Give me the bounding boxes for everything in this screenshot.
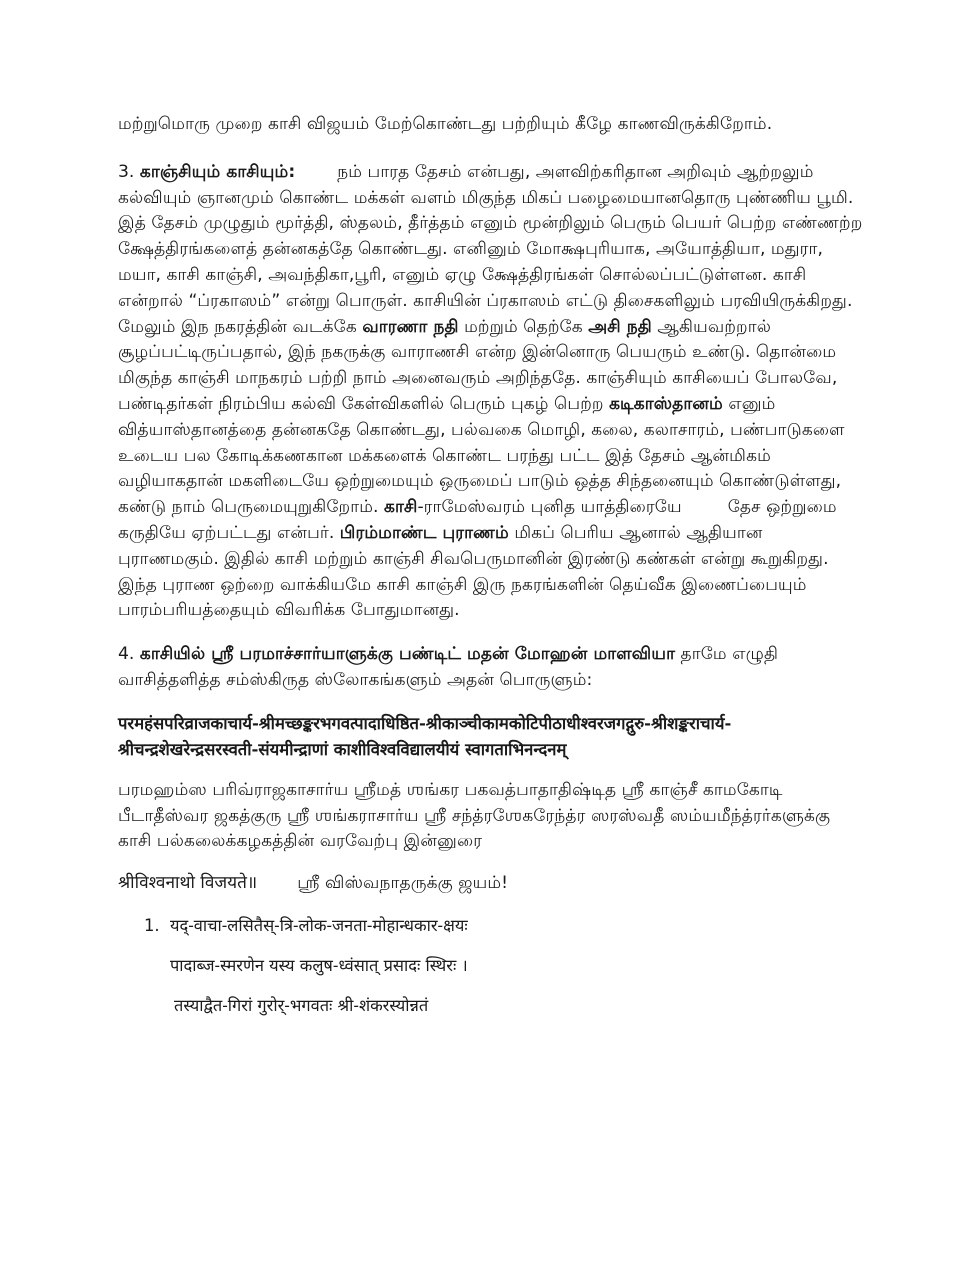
section-3-text: நம் பாரத தேசம் என்பது, அளவிற்கரிதான அறிவும் ஆற்றலும் கல்வியும் ஞானமும் கொண்ட மக்கள் வளம் மிகுந்த மிகப் பழைமையானதொரு புண்ணிய பூமி. இத் தேசம் முழுதும் மூர்த்தி, ஸ்தலம், தீர்த்தம் எனும் மூன்றிலும் பெரும் பெயர் பெற்ற எண்ணற்ற க்ஷேத்திரங்களைத் தன்னகத்தே கொண்டது. எனினும் மோக்ஷபுரியாக, அயோத்தியா, மதுரா, மயா, காசி காஞ்சி, அவந்திகா,பூரி, எனும் ஏழு க்ஷேத்திரங்கள் சொல்லப்பட்டுள்ளன. காசி என்றால் “ப்ரகாஸம்” என்று பொருள். காசியின் ப்ரகாஸம் எட்டு திசைகளிலும் பரவியிருக்கிறது. மேலும் இந நகரத்தின் வடக்கே: [118, 161, 863, 337]
sanskrit-title: परमहंसपरिव्राजकाचार्य-श्रीमच्छङ्करभगवत्पादाधिष्ठित-श्रीकाञ्चीकामकोटिपीठाधीश्वरजगद्गुरु-श्रीशङ्कराचार्य-श्रीचन्द्रशेखरेन्द्रसरस्वती-संयमीन्द्राणां काशीविश्वविद्यालयीयं स्वागताभिनन्दनम्: [118, 712, 732, 759]
kadikasthanam: கடிகாஸ்தானம்: [609, 393, 723, 414]
section-3-text: ஆகியவற்றால் சூழப்பட்டிருப்பதால், இந் நகருக்கு வாராணசி என்ற இன்னொரு பெயரும் உண்டு. தொன்மை மிகுந்த காஞ்சி மாநகரம் பற்றி நாம் அனைவரும் அறிந்ததே. காஞ்சியும் காசியைப் போலவே, பண்டிதர்கள் நிரம்பிய கல்வி கேள்விகளில் பெரும் புகழ் பெற்ற: [118, 316, 838, 414]
verse-line-3: तस्याद्वैत-गिरां गुरोर्-भगवतः श्री-शंकरस्योन्नतं: [174, 995, 429, 1015]
section-3-paragraph: [118, 160, 864, 624]
section-3-text: தேச ஒற்றுமை கருதியே ஏற்பட்டது என்பர்.: [118, 497, 837, 543]
intro-paragraph: மற்றுமொரு முறை காசி விஜயம் மேற்கொண்டது பற்றியும் கீழே காணவிருக்கிறோம்.: [118, 114, 773, 134]
section-4-paragraph: [118, 642, 864, 694]
verse-number: 1.: [144, 915, 160, 935]
section-3-number: 3.: [118, 161, 140, 182]
verse-1: [118, 915, 864, 1017]
verse-line-2: पादाब्ज-स्मरणेन यस्य कलुष-ध्वंसात् प्रसादः स्थिरः ।: [170, 955, 468, 975]
greeting-sanskrit: श्रीविश्वनाथो विजयते॥: [118, 873, 258, 894]
varana-river: வாரணா நதி: [362, 316, 459, 337]
kasi-bold: காசி: [384, 497, 418, 518]
section-3-text: மிகப் பெரிய ஆனால் ஆதியான புராணமகும். இதில் காசி மற்றும் காஞ்சி சிவபெருமானின் இரண்டு கண்கள் என்று கூறுகிறது. இந்த புராண ஒற்றை வாக்கியமே காசி காஞ்சி இரு நகரங்களின் தெய்வீக இணைப்பையும் பாரம்பரியத்தையும் விவரிக்க போதுமானது.: [118, 522, 829, 621]
brahmanda-purana: பிரம்மாண்ட புராணம்: [339, 522, 509, 543]
tamil-translation: பரமஹம்ஸ பரிவ்ராஜகாசார்ய ஸ்ரீமத் ஶங்கர பகவத்பாதாதிஷ்டித ஸ்ரீ காஞ்சீ காமகோடி பீடாதீஸ்வர ஜகத்குரு ஸ்ரீ ஶங்கராசார்ய ஸ்ரீ சந்த்ரஶேகரேந்த்ர ஸரஸ்வதீ ஸம்யமீந்த்ரர்களுக்கு காசி பல்கலைக்கழகத்தின் வரவேற்பு இன்னுரை: [118, 779, 831, 852]
section-3-text: எனும் வித்யாஸ்தானத்தை தன்னகதே கொண்டது, பல்வகை மொழி, கலை, கலாசாரம், பண்பாடுகளை உடைய பல கோடிக்கணகான மக்களைக் கொண்ட பரந்து பட்ட இத் தேசம் ஆன்மிகம் வழியாகதான் மகளிடையே ஒற்றுமையும் ஒருமைப் பாடும் ஒத்த சிந்தனையும் கொண்டுள்ளது, கண்டு நாம் பெருமையுறுகிறோம்.: [118, 393, 845, 518]
greeting-tamil: ஸ்ரீ விஸ்வநாதருக்கு ஜயம்!: [297, 873, 509, 894]
document-page: [118, 112, 864, 1035]
section-3-text: -ராமேஸ்வரம் புனித யாத்திரையே: [417, 497, 682, 518]
section-4-number: 4.: [118, 644, 140, 665]
section-3-text: மற்றும் தெற்கே: [458, 316, 589, 337]
section-4-heading: காசியில் ஸ்ரீ பரமாச்சார்யாளுக்கு பண்டிட் மதன் மோஹன் மாளவியா: [139, 644, 676, 665]
greeting-line: [118, 871, 864, 897]
verse-line-1: यद्-वाचा-लसितैस्-त्रि-लोक-जनता-मोहान्धकार-क्षयः: [170, 915, 468, 935]
section-4-text: தாமே எழுதி வாசித்தளித்த சம்ஸ்கிருத ஸ்லோகங்களும் அதன் பொருளும்:: [118, 644, 779, 690]
asi-river: அசி நதி: [588, 316, 652, 337]
section-3-heading: காஞ்சியும் காசியும்:: [139, 161, 296, 182]
